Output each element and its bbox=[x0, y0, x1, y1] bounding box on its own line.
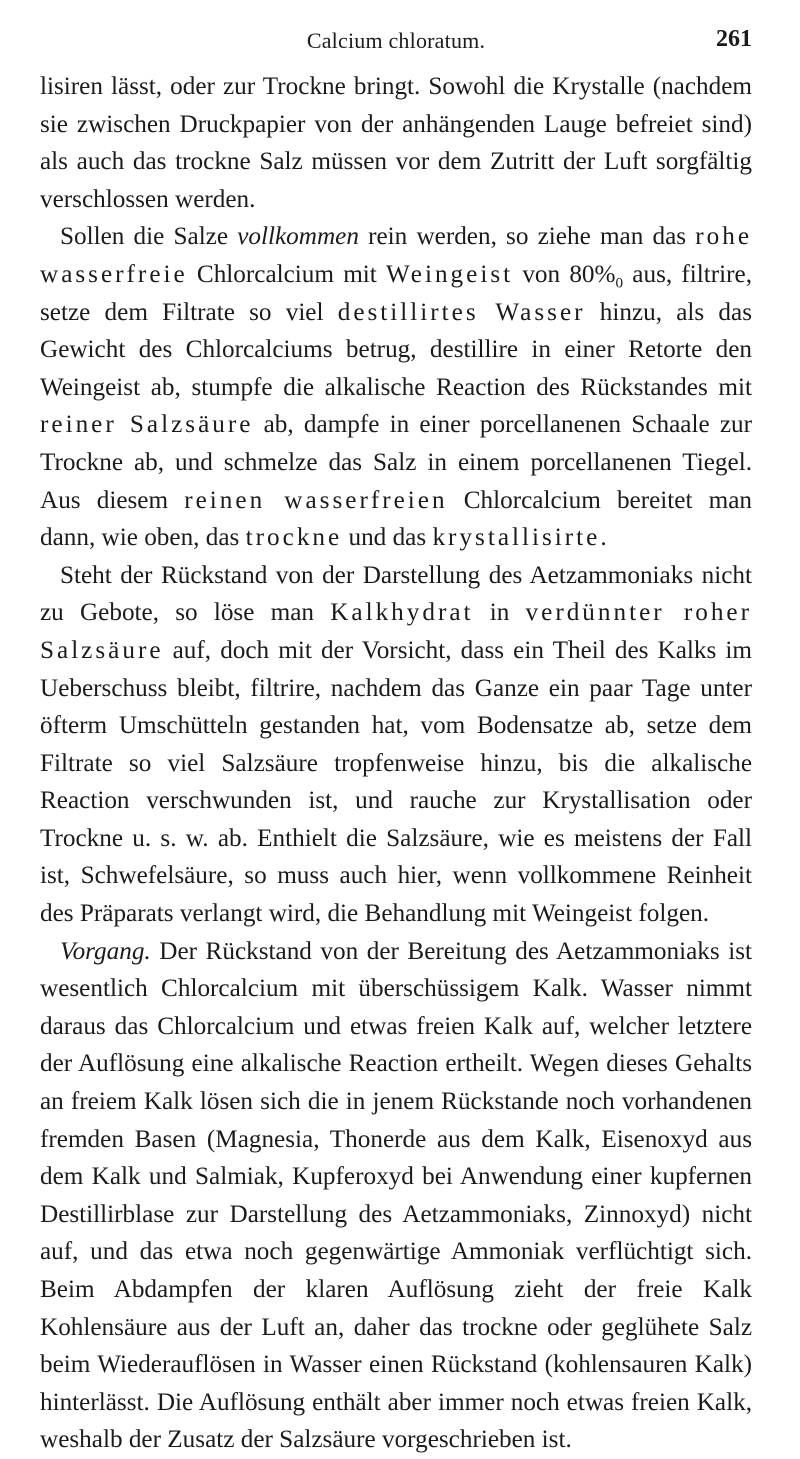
emphasis-spaced: reinen wasserfreien bbox=[184, 486, 448, 514]
text-run: Steht der Rückstand von der Darstellung des Aetzammoniaks nicht zu Gebote, so löse man bbox=[40, 561, 752, 627]
emphasis-spaced: krystallisirte. bbox=[432, 524, 610, 552]
paragraph-purification bbox=[40, 218, 752, 556]
emphasis-spaced: trockne bbox=[245, 524, 343, 552]
body-text bbox=[40, 68, 752, 1459]
percent-sign: % bbox=[594, 260, 616, 288]
section-label: Vorgang. bbox=[60, 937, 151, 965]
emphasis-spaced: reiner Salzsäure bbox=[40, 411, 254, 439]
paragraph-alternative bbox=[40, 557, 752, 933]
text-run: Chlorcalcium mit bbox=[187, 260, 387, 288]
text-run: in bbox=[473, 599, 526, 627]
text-run: hinzu, als das Gewicht des Chlorcalciums betrug, destillire in einer Retorte den Weingeist ab, stumpfe die alkalische Reaction des Rückstandes mit bbox=[40, 298, 752, 401]
running-title: Calcium chloratum. bbox=[306, 28, 486, 53]
emphasis-spaced: verdünnter roher Salzsäure bbox=[40, 599, 753, 664]
emphasis-italic: vollkommen bbox=[237, 223, 359, 251]
emphasis-spaced: destillirtes Wasser bbox=[337, 298, 586, 326]
book-page bbox=[40, 20, 752, 1459]
text-run: Chlorcalcium bereitet man dann, wie oben, das bbox=[40, 486, 752, 552]
text-run: aus, filtrire, setze dem Filtrate so viel bbox=[40, 260, 753, 326]
page-header bbox=[40, 20, 752, 68]
emphasis-spaced: Kalkhydrat bbox=[330, 599, 474, 627]
text-run: rein werden, so ziehe man das bbox=[358, 223, 696, 251]
text-run: ab, dampfe in einer porcellanenen Schaale zur Trockne ab, und schmelze das Salz in einem porcellanenen Tiegel. Aus diesem bbox=[40, 411, 752, 514]
text-run: auf, doch mit der Vorsicht, dass ein Theil des Kalks im Ueberschuss bleibt, filtrire, nachdem das Ganze ein paar Tage unter öfterm Umschütteln gestanden hat, vom Bodensatze ab, setze dem Filtrate so viel Salzsäure tropfenweise hinzu, bis die alkalische Reaction verschwunden ist, und rauche zur Krystallisation oder Trockne u. s. w. ab. Enthielt die Salzsäure, wie es meistens der Fall ist, Schwefelsäure, so muss auch hier, wenn vollkommene Reinheit des Präparats verlangt wird, die Behandlung mit Weingeist folgen. bbox=[40, 636, 752, 928]
text-run: und das bbox=[342, 524, 433, 552]
page-number: 261 bbox=[716, 26, 752, 52]
emphasis-spaced: Weingeist bbox=[386, 260, 514, 288]
paragraph-continuation: lisiren lässt, oder zur Trockne bringt. Sowohl die Krystalle (nachdem sie zwischen Druckpapier von der anhängenden Lauge befreiet sind) als auch das trockne Salz müssen vor dem Zutritt der Luft sorgfältig verschlossen werden. bbox=[40, 73, 752, 213]
percent-subscript: 0 bbox=[615, 275, 624, 292]
text-run: Sollen die Salze bbox=[60, 223, 238, 251]
text-run: von 80 bbox=[513, 260, 595, 288]
paragraph-vorgang bbox=[40, 933, 752, 1459]
text-run: Der Rückstand von der Bereitung des Aetzammoniaks ist wesentlich Chlorcalcium mit überschüssigem Kalk. Wasser nimmt daraus das Chlorcalcium und etwas freien Kalk auf, welcher letztere der Auflösung eine alkalische Reaction ertheilt. Wegen dieses Gehalts an freiem Kalk lösen sich die in jenem Rückstande noch vorhandenen fremden Basen (Magnesia, Thonerde aus dem Kalk, Eisenoxyd aus dem Kalk und Salmiak, Kupferoxyd bei Anwendung einer kupfernen Destillirblase zur Darstellung des Aetzammoniaks, Zinnoxyd) nicht auf, und das etwa noch gegenwärtige Ammoniak verflüchtigt sich. Beim Abdampfen der klaren Auflösung zieht der freie Kalk Kohlensäure aus der Luft an, daher das trockne oder geglühete Salz beim Wiederauflösen in Wasser einen Rückstand (kohlensauren Kalk) hinterlässt. Die Auflösung enthält aber immer noch etwas freien Kalk, weshalb der Zusatz der Salzsäure vorgeschrieben ist. bbox=[40, 937, 752, 1454]
emphasis-spaced: rohe wasserfreie bbox=[40, 223, 753, 288]
